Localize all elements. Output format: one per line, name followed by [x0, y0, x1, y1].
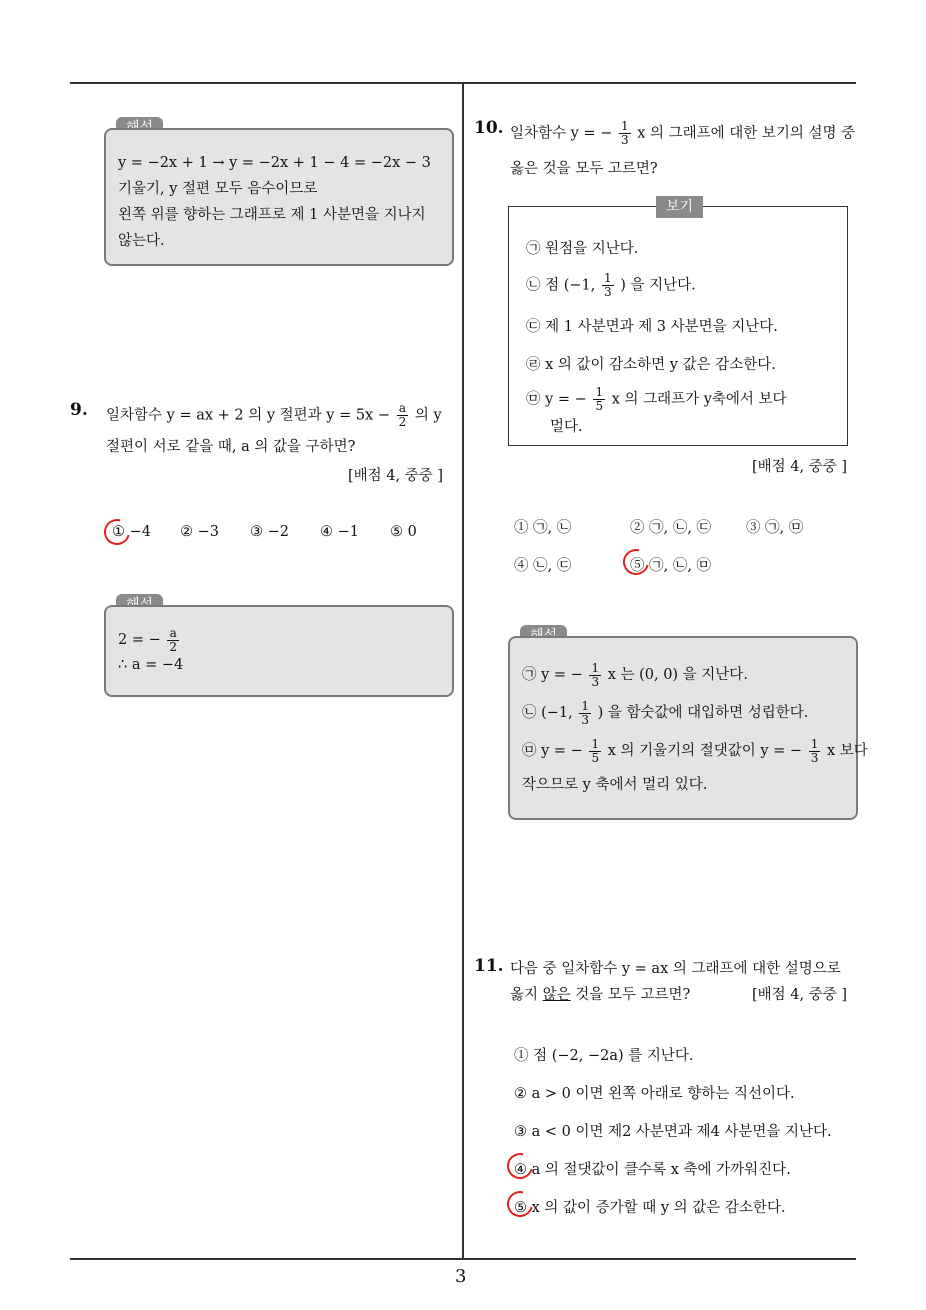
solution-line: ∴ a = −4	[118, 657, 184, 673]
bottom-rule	[70, 1258, 856, 1260]
q11-option-5[interactable]: ⑤ x 의 값이 증가할 때 y 의 값은 감소한다.	[514, 1200, 786, 1216]
q11-score: [배점 4, 중중 ]	[752, 987, 848, 1003]
solution-line: ㉤ y = − $\frac{1}{5}$ x 의 기울기의 절댓값이 y = − $\frac{1}{3}$ x 보다	[522, 736, 868, 765]
fraction: $\frac{1}{3}$	[591, 660, 600, 689]
bogi-item-5: ㉤ y = − $\frac{1}{5}$ x 의 그래프가 y축에서 보다	[526, 385, 787, 413]
fraction: $\frac{1}{3}$	[620, 119, 629, 147]
q9-solution-box	[104, 605, 454, 697]
q9-option-3[interactable]: ③ −2	[250, 524, 289, 540]
q11-option-1[interactable]: ① 점 (−2, −2a) 를 지난다.	[514, 1048, 694, 1064]
q10-option-1[interactable]: ① ㉠, ㉡	[514, 520, 572, 536]
fraction: $\frac{1}{3}$	[581, 698, 589, 727]
bogi-item-2: ㉡ 점 (−1, $\frac{1}{3}$ ) 을 지난다.	[526, 271, 696, 299]
q9-option-1[interactable]: ① −4	[112, 524, 151, 540]
q9-option-5[interactable]: ⑤ 0	[390, 524, 417, 540]
question-number-11: 11.	[474, 956, 504, 976]
fraction: $\frac{1}{3}$	[810, 736, 819, 765]
q10-score: [배점 4, 중중 ]	[752, 459, 848, 475]
solution-line: y = −2x + 1 → y = −2x + 1 − 4 = −2x − 3	[118, 155, 431, 171]
q9-option-4[interactable]: ④ −1	[320, 524, 359, 540]
q10-option-5[interactable]: ⑤ ㉠, ㉡, ㉤	[630, 558, 712, 574]
q10-solution-box	[508, 636, 868, 820]
q10-option-2[interactable]: ② ㉠, ㉡, ㉢	[630, 520, 712, 536]
underlined-word: 않은	[542, 987, 571, 1003]
solution-line: 작으므로 y 축에서 멀리 있다.	[522, 777, 708, 793]
q11-option-3[interactable]: ③ a < 0 이면 제2 사분면과 제4 사분면을 지난다.	[514, 1124, 832, 1140]
q11-text-line2: 옳지 않은 것을 모두 고르면?	[510, 987, 691, 1003]
q11-option-2[interactable]: ② a > 0 이면 왼쪽 아래로 향하는 직선이다.	[514, 1086, 795, 1102]
column-divider	[462, 83, 464, 1259]
page-number: 3	[455, 1266, 467, 1287]
fraction: $\frac{a}{2}$	[398, 401, 407, 429]
q9-text-line2: 절편이 서로 같을 때, a 의 값을 구하면?	[106, 439, 356, 455]
fraction: $\frac{1}{3}$	[603, 271, 612, 299]
question-number-9: 9.	[70, 400, 88, 420]
q10-option-4[interactable]: ④ ㉡, ㉢	[514, 558, 572, 574]
q9-score: [배점 4, 중중 ]	[348, 468, 444, 484]
q11-text-line1: 다음 중 일차함수 y = ax 의 그래프에 대한 설명으로	[510, 961, 841, 977]
q9-text-line1: 일차함수 y = ax + 2 의 y 절편과 y = 5x − $\frac{a}{2}$ 의 y	[106, 401, 442, 429]
solution-line: ㉠ y = − $\frac{1}{3}$ x 는 (0, 0) 을 지난다.	[522, 660, 748, 689]
bogi-item-1: ㉠ 원점을 지난다.	[526, 241, 639, 257]
q11-option-4[interactable]: ④ a 의 절댓값이 클수록 x 축에 가까워진다.	[514, 1162, 791, 1178]
fraction: $\frac{1}{5}$	[591, 736, 600, 765]
solution-line: 기울기, y 절편 모두 음수이므로	[118, 181, 318, 197]
bogi-tag: 보기	[656, 196, 703, 218]
q10-text-line2: 옳은 것을 모두 고르면?	[510, 161, 658, 177]
q10-text-line1: 일차함수 y = − $\frac{1}{3}$ x 의 그래프에 대한 보기의 설명 중	[510, 119, 856, 147]
bogi-item-3: ㉢ 제 1 사분면과 제 3 사분면을 지난다.	[526, 319, 778, 335]
solution-line: 왼쪽 위를 향하는 그래프로 제 1 사분면을 지나지	[118, 207, 426, 223]
q10-option-3[interactable]: ③ ㉠, ㉤	[746, 520, 804, 536]
q9-option-2[interactable]: ② −3	[180, 524, 219, 540]
answer-mark-circle	[99, 514, 135, 550]
bogi-item-4: ㉣ x 의 값이 감소하면 y 값은 감소한다.	[526, 357, 776, 373]
solution-box-prev	[104, 128, 454, 266]
fraction: $\frac{a}{2}$	[169, 625, 177, 654]
bogi-item-5-cont: 멀다.	[550, 419, 583, 435]
question-number-10: 10.	[474, 118, 504, 138]
fraction: $\frac{1}{5}$	[595, 385, 604, 413]
solution-line: ㉡ (−1, $\frac{1}{3}$ ) 을 함숫값에 대입하면 성립한다.	[522, 698, 809, 727]
solution-line: 않는다.	[118, 233, 165, 249]
solution-line: 2 = − $\frac{a}{2}$	[118, 625, 177, 654]
